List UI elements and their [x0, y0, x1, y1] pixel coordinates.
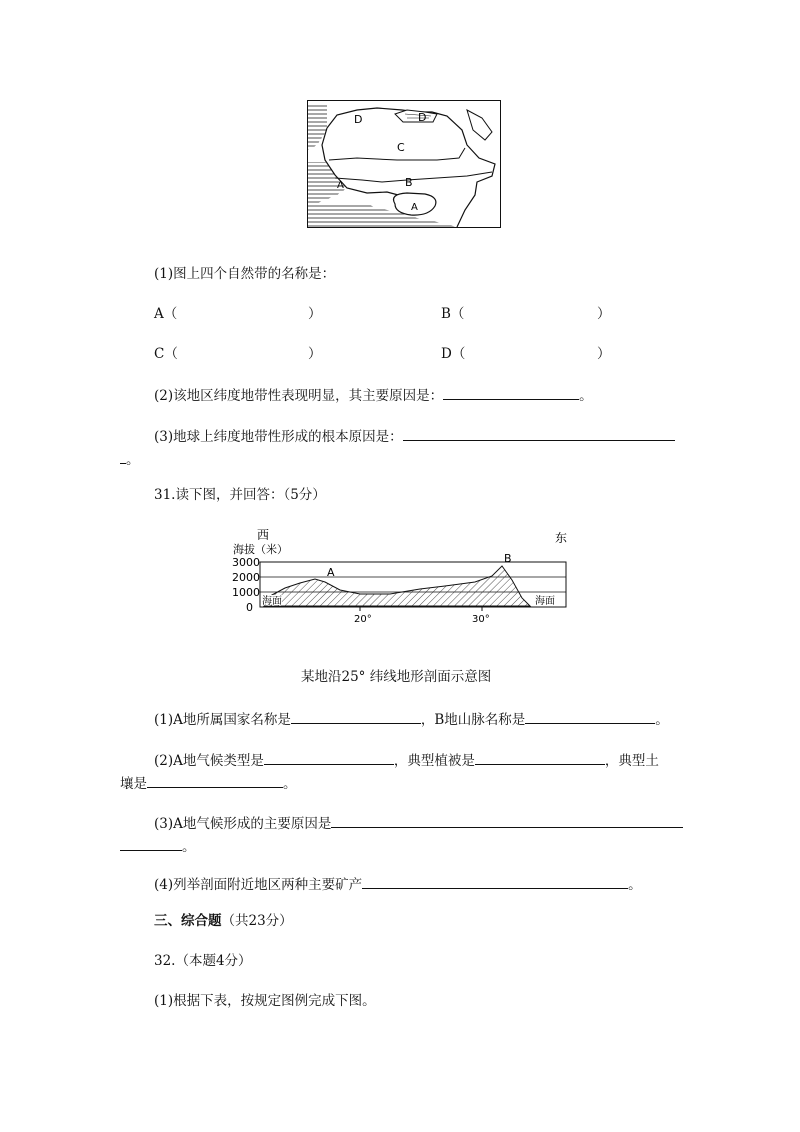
map-label-b: B [405, 176, 413, 189]
map-label-a-lower: A [411, 202, 418, 213]
map-label-a-upper: A [337, 180, 344, 191]
profile-caption: 某地沿25° 纬线地形剖面示意图 [301, 669, 492, 685]
q30-zone-a-label: A（ [154, 306, 178, 322]
q31-sub4-end: 。 [628, 877, 642, 893]
q31-sub2-text-c: ，典型土 [604, 753, 659, 769]
xtick-20: 20° [354, 614, 372, 625]
ytick-0: 0 [246, 601, 253, 614]
q31-sub1-end: 。 [655, 712, 669, 728]
section3-heading-score: （共23分） [221, 913, 293, 929]
q30-sub3-text: (3)地球上纬度地带性形成的根本原因是： [154, 429, 403, 445]
q30-zone-b-close: ） [597, 306, 611, 322]
q30-zone-d-label: D（ [441, 346, 466, 362]
q30-sub2 [154, 385, 593, 405]
q31-sub2-blank-b[interactable] [475, 750, 605, 765]
q32-title: 32.（本题4分） [154, 953, 252, 969]
q31-sub4-blank[interactable] [362, 874, 628, 889]
q31-sub2-text-a: (2)A地气候类型是 [154, 753, 264, 769]
q30-sub2-blank[interactable] [443, 385, 579, 400]
q30-zone-b-label: B（ [441, 306, 465, 322]
q30-sub3-cont [120, 449, 140, 469]
q31-sub3-cont [120, 836, 196, 856]
q31-sub2-text-d: 壤是 [120, 776, 147, 792]
q31-sub2-end: 。 [283, 776, 297, 792]
q31-sub4 [154, 874, 642, 894]
q31-sub3-text: (3)A地气候形成的主要原因是 [154, 816, 332, 832]
q31-sub2-blank-a[interactable] [264, 750, 394, 765]
profile-ylabel: 海拔（米） [233, 543, 288, 556]
ytick-2000: 2000 [232, 571, 260, 584]
map-label-c: C [397, 141, 405, 154]
q31-sub3-blank2[interactable] [120, 836, 182, 851]
ytick-1000: 1000 [232, 586, 260, 599]
profile-sea-left: 海面 [262, 596, 282, 607]
q31-sub1-text-b: ，B地山脉名称是 [420, 712, 526, 728]
q31-sub2 [154, 750, 659, 770]
q30-sub3-blank[interactable] [403, 426, 675, 441]
q32-sub1: (1)根据下表，按规定图例完成下图。 [154, 993, 376, 1009]
q30-sub2-text: (2)该地区纬度地带性表现明显，其主要原因是： [154, 388, 444, 404]
q31-sub1-blank-a[interactable] [291, 709, 421, 724]
q31-sub2-text-b: ，典型植被是 [393, 753, 475, 769]
profile-west-label: 西 [257, 528, 270, 542]
profile-sea-right: 海面 [535, 596, 555, 607]
q31-sub3-end: 。 [182, 839, 196, 855]
terrain-profile [230, 526, 575, 626]
q31-sub1-blank-b[interactable] [525, 709, 655, 724]
q31-sub4-text: (4)列举剖面附近地区两种主要矿产 [154, 877, 363, 893]
q30-zone-a-close: ） [308, 306, 322, 322]
q30-zone-d-close: ） [597, 346, 611, 362]
q31-sub3-blank[interactable] [331, 813, 683, 828]
q31-sub1-text-a: (1)A地所属国家名称是 [154, 712, 291, 728]
profile-point-b: B [504, 552, 512, 565]
q31-sub3 [154, 813, 683, 833]
q30-sub1: (1)图上四个自然带的名称是： [154, 266, 336, 282]
profile-east-label: 东 [555, 531, 568, 545]
ytick-3000: 3000 [232, 556, 260, 569]
q30-zone-c-close: ） [308, 346, 322, 362]
q31-sub2-blank-c[interactable] [147, 773, 283, 788]
q31-sub1 [154, 709, 669, 729]
section3-heading-text: 三、综合题 [154, 913, 222, 929]
q30-sub2-end: 。 [579, 388, 593, 404]
map-label-d-left: D [354, 113, 363, 126]
map-label-d-right: D [418, 111, 427, 124]
terrain-shape [264, 566, 530, 606]
africa-zones-map [307, 100, 501, 228]
q31-title: 31.读下图，并回答：（5分） [154, 487, 326, 503]
section3-heading [154, 912, 293, 930]
q30-sub3 [154, 426, 675, 446]
xtick-30: 30° [472, 614, 490, 625]
q30-sub3-end: 。 [126, 452, 140, 468]
profile-point-a: A [327, 566, 335, 579]
q30-zone-c-label: C（ [154, 346, 178, 362]
q31-sub2-cont [120, 773, 297, 793]
